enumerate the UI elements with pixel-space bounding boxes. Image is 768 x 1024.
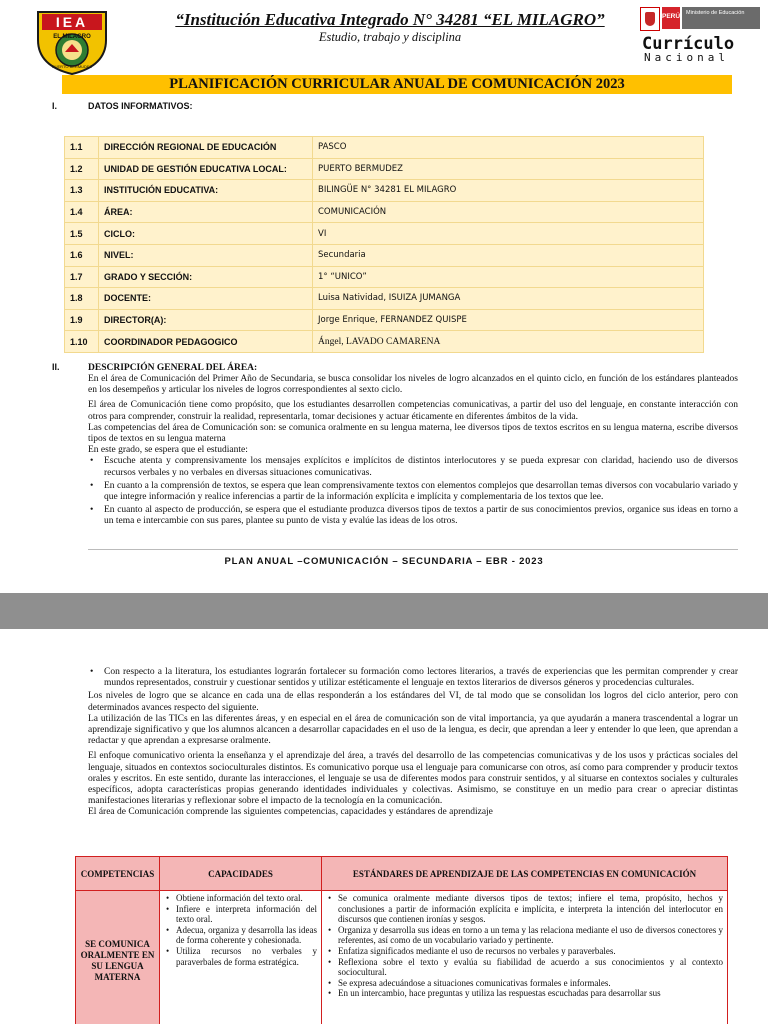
- table-row: [65, 223, 704, 245]
- row-value: COMUNICACIÓN: [313, 201, 704, 223]
- peru-label: PERÚ: [662, 7, 680, 29]
- page-2-body: [88, 667, 738, 819]
- section-1-heading: [52, 101, 193, 111]
- table-row: [65, 137, 704, 159]
- row-value: Secundaria: [313, 244, 704, 266]
- logo-initials: IEA: [55, 14, 89, 30]
- peru-emblem-icon: [640, 7, 660, 31]
- list-item: • Organiza y desarrolla sus ideas en torno a un tema y las relaciona mediante el uso de diversos conectores y referentes, así como de un vocabulario variado y pertinente.: [326, 925, 723, 946]
- institution-title: “Institución Educativa Integrado N° 34281 “EL MILAGRO”: [175, 10, 605, 29]
- row-value: PUERTO BERMUDEZ: [313, 158, 704, 180]
- table-row: [76, 891, 728, 1024]
- competencia-name: SE COMUNICA ORALMENTE EN SU LENGUA MATERNA: [76, 891, 160, 1024]
- ministry-label: Ministerio de Educación: [682, 7, 760, 29]
- list-item: • Infiere e interpreta información del texto oral.: [164, 904, 317, 925]
- paragraph: El enfoque comunicativo orienta la enseñanza y el aprendizaje del área, a través del desarrollo de las competencias comunicativas y de los usos y prácticas sociales del lenguaje, situados en contextos socioculturales distintos. Es comunicativo porque usa el lenguaje para comunicarse con otros, así como para comprender y producir textos orales y escritos. En este sentido, durante las interacciones, el lenguaje se usa de diferentes modos para construir sentidos, y al situarse en contextos sociales y culturales específicos, adopta características propias generando identidades individuales y colectivas. Asimismo, se constituye en un medio para crear o apreciar distintas manifestaciones literarias y reflexionar sobre el impacto de la tecnología en la comunicación.: [88, 751, 738, 807]
- row-number: 1.10: [65, 331, 99, 353]
- section-2-body: [88, 374, 738, 530]
- row-number: 1.6: [65, 244, 99, 266]
- capacidades-cell: [160, 891, 322, 1024]
- row-value: Jorge Enrique, FERNANDEZ QUISPE: [313, 309, 704, 331]
- row-label: INSTITUCIÓN EDUCATIVA:: [99, 180, 313, 202]
- main-title: PLANIFICACIÓN CURRICULAR ANUAL DE COMUNICACIÓN 2023: [62, 75, 732, 94]
- row-label: GRADO Y SECCIÓN:: [99, 266, 313, 288]
- paragraph: La utilización de las TICs en las diferentes áreas, y en especial en el área de comunicación son de vital importancia, ya que ayudarán a manera trascendental a lograr un aprendizaje significativo y que los alumnos alcancen a desarrollar capacidades en el uso de la lengua, es decir, que aprendan a leer y entender lo que leen, que aprendan a redactar y que aprendan a expresarse oralmente.: [88, 713, 738, 747]
- list-item: • En cuanto a la comprensión de textos, se espera que lean comprensivamente textos con elementos complejos que desarrollan temas diversos con vocabulario variado y que integre información y realice inferencias a partir de la información explícita e implícita y complementaria de los textos que lee.: [88, 481, 738, 503]
- row-value: Ángel, LAVADO CAMARENA: [313, 331, 704, 353]
- list-item: • Utiliza recursos no verbales y paraverbales de forma estratégica.: [164, 946, 317, 967]
- curriculo-nacional-logo: [636, 4, 764, 66]
- row-label: NIVEL:: [99, 244, 313, 266]
- table-row: [65, 266, 704, 288]
- table-row: [65, 180, 704, 202]
- section-2-heading: [52, 362, 257, 373]
- row-number: 1.8: [65, 288, 99, 310]
- paragraph: El área de Comunicación tiene como propósito, que los estudiantes desarrollen competencias comunicativas, a partir del uso del lenguaje, en constante interacción con otros para comprender, construir la realidad, representarla, tomar decisiones y actuar éticamente en diferentes ámbitos de la vida.: [88, 400, 738, 422]
- row-label: DIRECTOR(A):: [99, 309, 313, 331]
- list-item: • En un intercambio, hace preguntas y utiliza las respuestas escuchadas para desarrollar sus: [326, 988, 723, 999]
- row-number: 1.1: [65, 137, 99, 159]
- table-row: [65, 244, 704, 266]
- institution-motto: Estudio, trabajo y disciplina: [318, 30, 462, 44]
- section-1-title: DATOS INFORMATIVOS:: [88, 101, 193, 111]
- col-header-estandares: ESTÁNDARES DE APRENDIZAJE DE LAS COMPETENCIAS EN COMUNICACIÓN: [322, 857, 728, 891]
- row-number: 1.4: [65, 201, 99, 223]
- document-page-2: [0, 629, 768, 1024]
- row-label: ÁREA:: [99, 201, 313, 223]
- page-footer: PLAN ANUAL –COMUNICACIÓN – SECUNDARIA – EBR - 2023: [224, 556, 544, 567]
- table-row: [65, 309, 704, 331]
- paragraph: El área de Comunicación comprende las siguientes competencias, capacidades y estándares de aprendizaje: [88, 807, 493, 818]
- paragraph: En este grado, se espera que el estudiante:: [88, 445, 248, 456]
- info-table: [64, 136, 704, 353]
- paragraph: En el área de Comunicación del Primer Año de Secundaria, se busca consolidar los niveles de logro alcanzados en el quinto ciclo, en función de los estándares planteados en los desempeños y articular los niveles de logros correspondientes al sexto ciclo.: [88, 374, 738, 396]
- row-number: 1.3: [65, 180, 99, 202]
- table-row: [65, 158, 704, 180]
- section-2-number: II.: [52, 362, 60, 372]
- row-number: 1.7: [65, 266, 99, 288]
- section-1-number: I.: [52, 101, 58, 111]
- row-number: 1.2: [65, 158, 99, 180]
- table-row: [65, 331, 704, 353]
- expectations-list: [88, 456, 738, 527]
- table-row: [65, 201, 704, 223]
- row-label: CICLO:: [99, 223, 313, 245]
- list-item: • En cuanto al aspecto de producción, se espera que el estudiante produzca diversos tipos de textos a partir de sus conocimientos previos, organice sus ideas en torno a un tema e intercambie con sus pares, plantee su punto de vista y evalúe las ideas de los otros.: [88, 505, 738, 527]
- footer-divider: [88, 549, 738, 550]
- table-row: [65, 288, 704, 310]
- paragraph: Las competencias del área de Comunicación son: se comunica oralmente en su lengua materna, lee diversos tipos de textos escritos en su lengua materna, escribe diversos tipos de textos en su lengua materna: [88, 422, 738, 445]
- logo-ring-text: EL MILAGRO: [53, 34, 91, 40]
- paragraph: Los niveles de logro que se alcance en cada una de ellas responderán a los estándares del VI, de tal modo que se consolidan los logros del ciclo anterior, pero con determinados avances respecto del siguiente.: [88, 691, 738, 713]
- literature-list: [88, 667, 738, 689]
- row-value: PASCO: [313, 137, 704, 159]
- row-value: Luisa Natividad, ISUIZA JUMANGA: [313, 288, 704, 310]
- row-number: 1.9: [65, 309, 99, 331]
- row-label: UNIDAD DE GESTIÓN EDUCATIVA LOCAL:: [99, 158, 313, 180]
- list-item: • Enfatiza significados mediante el uso de recursos no verbales y paraverbales.: [326, 946, 723, 957]
- row-label: COORDINADOR PEDAGOGICO: [99, 331, 313, 353]
- nacional-word: Nacional: [644, 51, 729, 64]
- list-item: • Se expresa adecuándose a situaciones comunicativas formales e informales.: [326, 978, 723, 989]
- row-label: DOCENTE:: [99, 288, 313, 310]
- list-item: • Escuche atenta y comprensivamente los mensajes explícitos e implícitos de distintos interlocutores y se pueda expresar con claridad, haciendo uso de diversos recursos verbales y no verbales en diversas situaciones comunicativas.: [88, 456, 738, 478]
- list-item: • Se comunica oralmente mediante diversos tipos de textos; infiere el tema, propósito, hechos y conclusiones a partir de información explícita e implícita, e interpreta la intención del interlocutor en discursos que contienen ironías y sesgos.: [326, 893, 723, 925]
- list-item: • Reflexiona sobre el texto y evalúa su fiabilidad de acuerdo a sus conocimientos y al contexto sociocultural.: [326, 957, 723, 978]
- capacidades-list: [160, 891, 321, 967]
- school-shield-logo: [32, 6, 112, 76]
- estandares-cell: [322, 891, 728, 1024]
- logo-bottom-text: PUERTO BERMUDEZ: [51, 64, 93, 69]
- list-item: • Adecua, organiza y desarrolla las ideas de forma coherente y cohesionada.: [164, 925, 317, 946]
- row-value: VI: [313, 223, 704, 245]
- estandares-list: [322, 891, 727, 999]
- competencies-table: [75, 856, 728, 1024]
- curriculo-word: Currículo: [642, 34, 735, 54]
- row-value: 1° “UNICO”: [313, 266, 704, 288]
- row-value: BILINGÜE N° 34281 EL MILAGRO: [313, 180, 704, 202]
- section-2-title: DESCRIPCIÓN GENERAL DEL ÁREA:: [88, 363, 258, 373]
- row-label: DIRECCIÓN REGIONAL DE EDUCACIÓN: [99, 137, 313, 159]
- list-item: • Obtiene información del texto oral.: [164, 893, 317, 904]
- list-item: • Con respecto a la literatura, los estudiantes lograrán fortalecer su formación como lectores literarios, a través de experiencias que les permitan comprender y crear mundos representados, construir y cuestionar sentidos y utilizar estéticamente el lenguaje en textos literarios de diversos géneros y procedencias culturales.: [88, 667, 738, 689]
- col-header-capacidades: CAPACIDADES: [160, 857, 322, 891]
- row-number: 1.5: [65, 223, 99, 245]
- col-header-competencias: COMPETENCIAS: [76, 857, 160, 891]
